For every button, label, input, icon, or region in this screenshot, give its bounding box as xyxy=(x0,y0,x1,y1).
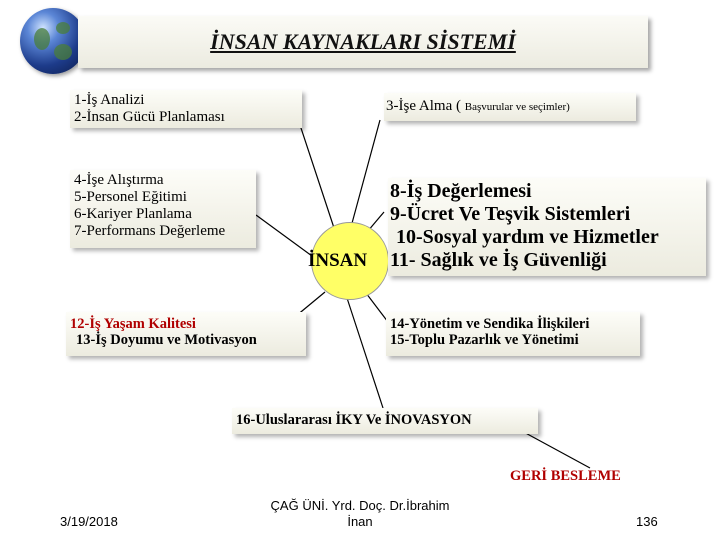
center-label: İNSAN xyxy=(308,250,368,271)
box-compensation-line: 10-Sosyal yardım ve Hizmetler xyxy=(396,226,659,248)
box-training-line: 5-Personel Eğitimi xyxy=(74,189,187,205)
footer-author-line: İnan xyxy=(347,514,373,529)
connector-box7 xyxy=(347,298,383,408)
connector-box6 xyxy=(366,293,388,322)
box-training xyxy=(70,170,256,248)
box-recruitment-sub: Başvurular ve seçimler) xyxy=(464,101,570,113)
connector-box3 xyxy=(256,215,312,256)
box-compensation xyxy=(388,178,706,276)
box-training-line: 7-Performans Değerleme xyxy=(74,223,226,239)
box-analysis-line: 2-İnsan Gücü Planlaması xyxy=(74,109,225,125)
box-recruitment-main: 3-İşe Alma ( xyxy=(386,98,461,114)
box-international-label: 16-Uluslararası İKY Ve İNOVASYON xyxy=(236,412,472,428)
footer-page-number: 136 xyxy=(636,514,658,529)
box-recruitment xyxy=(384,93,636,121)
box-compensation-line: 11- Sağlık ve İş Güvenliği xyxy=(390,249,607,271)
box-international xyxy=(232,408,538,434)
feedback-label: GERİ BESLEME xyxy=(510,468,621,484)
footer-date: 3/19/2018 xyxy=(60,514,118,529)
box-training-line: 4-İşe Alıştırma xyxy=(74,172,164,188)
box-compensation-line: 9-Ücret Ve Teşvik Sistemleri xyxy=(390,203,631,225)
box-union-line: 14-Yönetim ve Sendika İlişkileri xyxy=(390,316,590,332)
box-quality-line: 12-İş Yaşam Kalitesi xyxy=(70,316,196,332)
box-compensation-line: 8-İş Değerlemesi xyxy=(390,180,532,202)
box-analysis-line: 1-İş Analizi xyxy=(74,92,145,108)
box-quality-line: 13-İş Doyumu ve Motivasyon xyxy=(76,332,257,348)
page-title: İNSAN KAYNAKLARI SİSTEMİ xyxy=(210,29,516,54)
box-analysis xyxy=(70,90,302,128)
box-training-line: 6-Kariyer Planlama xyxy=(74,206,192,222)
connector-box1 xyxy=(300,125,338,240)
box-union-line: 15-Toplu Pazarlık ve Yönetimi xyxy=(390,332,579,348)
connector-feedback xyxy=(520,430,590,468)
box-quality xyxy=(66,312,306,356)
box-union xyxy=(386,312,640,356)
footer-author xyxy=(255,498,465,530)
connector-box2 xyxy=(348,120,380,238)
footer-author-line: ÇAĞ ÜNİ. Yrd. Doç. Dr.İbrahim xyxy=(270,498,450,513)
